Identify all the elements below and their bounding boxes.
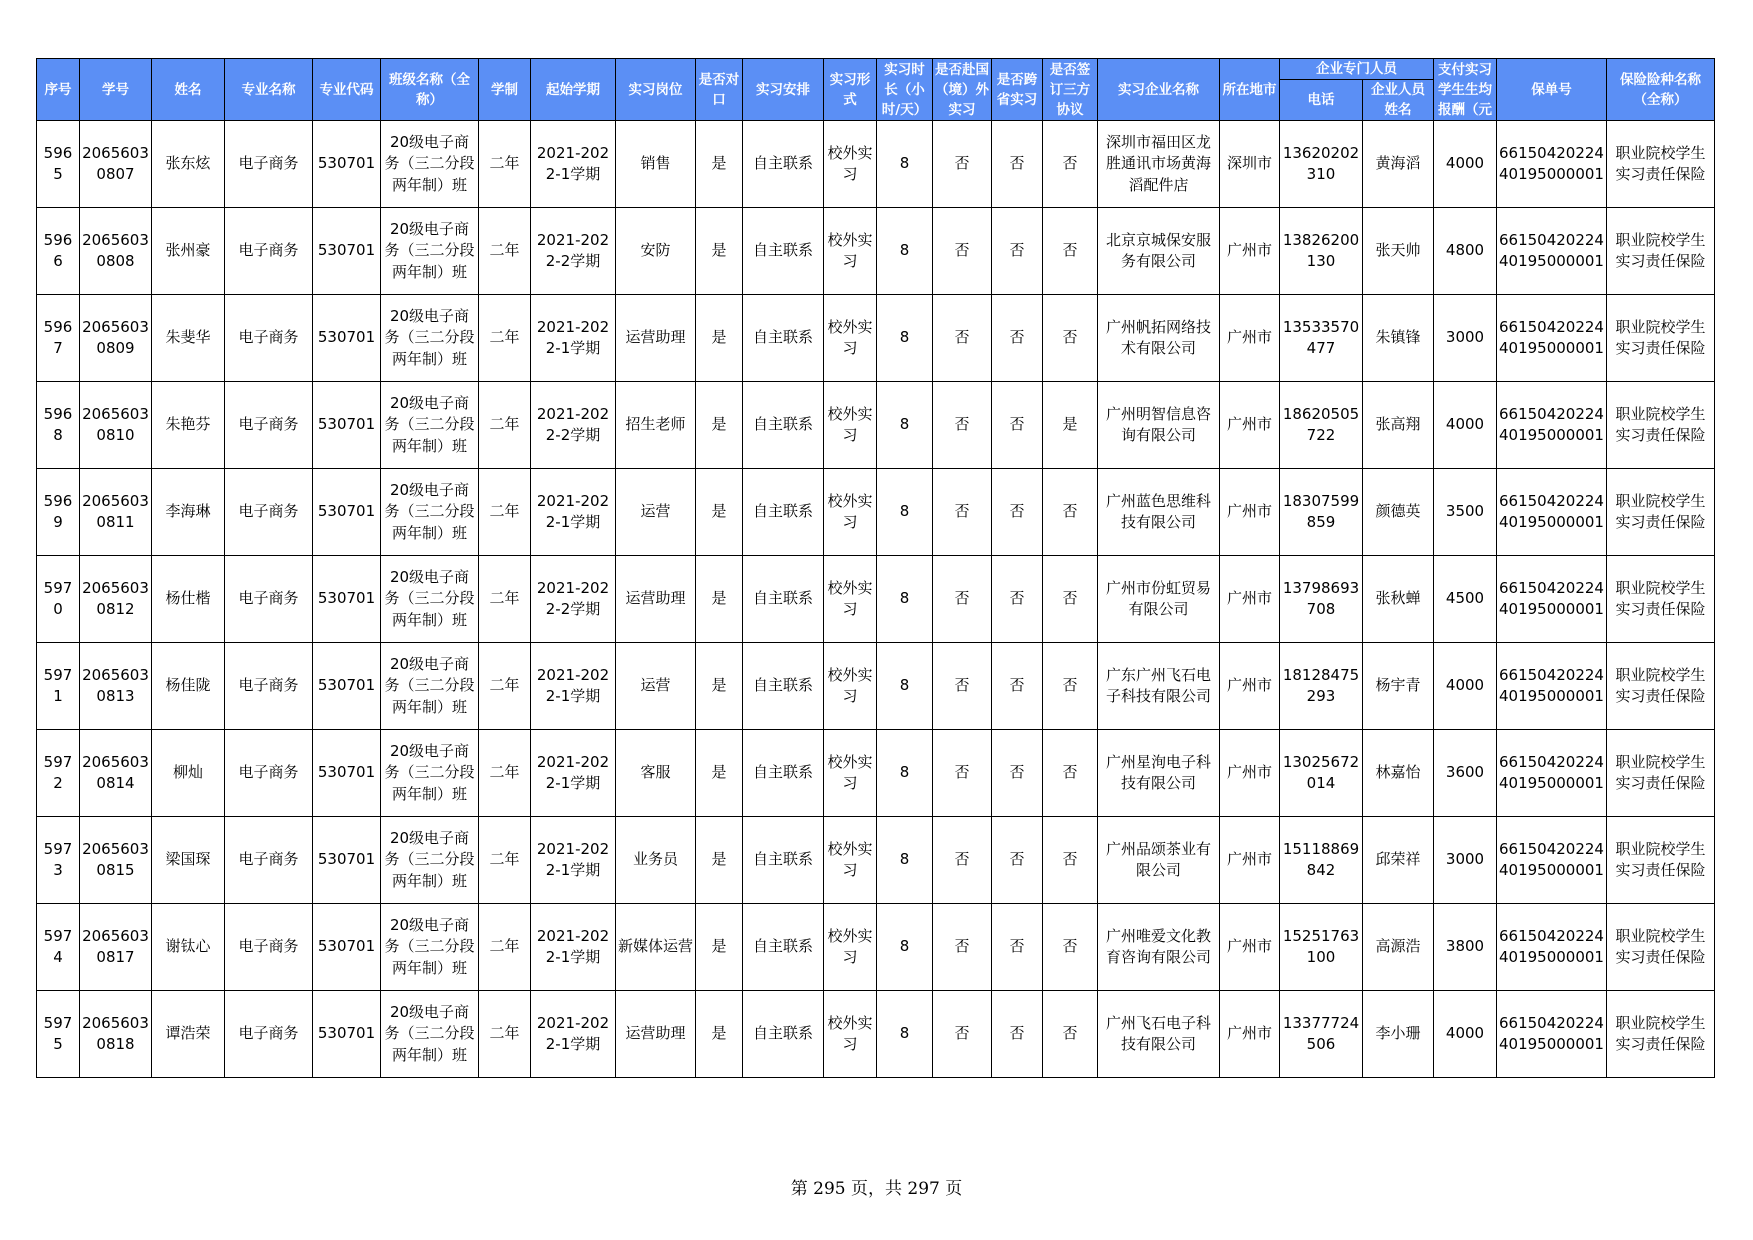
cell-major-name: 电子商务 [225,556,313,643]
cell-class-name: 20级电子商务（三二分段两年制）班 [381,382,479,469]
cell-matching: 是 [696,295,743,382]
header-major-name: 专业名称 [225,59,313,121]
cell-form: 校外实习 [824,817,877,904]
cell-major-name: 电子商务 [225,991,313,1078]
cell-seq: 5966 [37,208,80,295]
cell-schooling: 二年 [479,382,531,469]
cell-insurance: 职业院校学生实习责任保险 [1607,382,1715,469]
header-cross-province: 是否跨省实习 [992,59,1043,121]
cell-matching: 是 [696,382,743,469]
cell-matching: 是 [696,817,743,904]
cell-arrangement: 自主联系 [743,121,824,208]
cell-position: 运营助理 [616,556,696,643]
cell-staff-name: 颜德英 [1363,469,1434,556]
cell-start-term: 2021-2022-1学期 [531,904,616,991]
cell-position: 招生老师 [616,382,696,469]
cell-matching: 是 [696,556,743,643]
cell-city: 广州市 [1220,643,1280,730]
cell-name: 朱斐华 [152,295,225,382]
header-matching: 是否对口 [696,59,743,121]
cell-form: 校外实习 [824,556,877,643]
cell-arrangement: 自主联系 [743,382,824,469]
cell-abroad: 否 [933,208,992,295]
cell-position: 销售 [616,121,696,208]
cell-class-name: 20级电子商务（三二分段两年制）班 [381,208,479,295]
cell-form: 校外实习 [824,208,877,295]
cell-position: 业务员 [616,817,696,904]
cell-pay: 4000 [1434,643,1497,730]
cell-pay: 3000 [1434,295,1497,382]
cell-position: 安防 [616,208,696,295]
table-row [37,121,1715,208]
cell-major-code: 530701 [313,730,381,817]
cell-name: 杨仕楷 [152,556,225,643]
cell-city: 深圳市 [1220,121,1280,208]
cell-major-code: 530701 [313,817,381,904]
header-insurance: 保险险种名称（全称） [1607,59,1715,121]
header-policy-no: 保单号 [1497,59,1607,121]
cell-schooling: 二年 [479,121,531,208]
cell-major-name: 电子商务 [225,295,313,382]
cell-name: 谢钛心 [152,904,225,991]
cell-cross-province: 否 [992,469,1043,556]
cell-class-name: 20级电子商务（三二分段两年制）班 [381,556,479,643]
cell-company: 广州唯爱文化教育咨询有限公司 [1098,904,1220,991]
cell-form: 校外实习 [824,469,877,556]
cell-tripartite: 否 [1043,817,1098,904]
cell-hours: 8 [877,643,933,730]
cell-arrangement: 自主联系 [743,469,824,556]
cell-tripartite: 否 [1043,121,1098,208]
cell-phone: 13798693708 [1280,556,1363,643]
cell-company: 广州飞石电子科技有限公司 [1098,991,1220,1078]
header-abroad: 是否赴国（境）外实习 [933,59,992,121]
cell-pay: 3500 [1434,469,1497,556]
cell-city: 广州市 [1220,382,1280,469]
cell-policy-no: 6615042022440195000001 [1497,382,1607,469]
cell-cross-province: 否 [992,121,1043,208]
cell-policy-no: 6615042022440195000001 [1497,730,1607,817]
cell-start-term: 2021-2022-1学期 [531,991,616,1078]
header-arrangement: 实习安排 [743,59,824,121]
cell-phone: 15251763100 [1280,904,1363,991]
cell-position: 新媒体运营 [616,904,696,991]
cell-company: 广东广州飞石电子科技有限公司 [1098,643,1220,730]
cell-phone: 18620505722 [1280,382,1363,469]
cell-schooling: 二年 [479,295,531,382]
cell-start-term: 2021-2022-2学期 [531,382,616,469]
cell-matching: 是 [696,121,743,208]
header-position: 实习岗位 [616,59,696,121]
cell-position: 客服 [616,730,696,817]
cell-hours: 8 [877,817,933,904]
cell-company: 广州星洵电子科技有限公司 [1098,730,1220,817]
cell-student-id: 20656030814 [80,730,152,817]
cell-class-name: 20级电子商务（三二分段两年制）班 [381,904,479,991]
cell-schooling: 二年 [479,904,531,991]
header-phone: 电话 [1280,80,1363,121]
table-row [37,643,1715,730]
cell-company: 广州蓝色思维科技有限公司 [1098,469,1220,556]
header-staff-group: 企业专门人员 [1280,59,1434,80]
cell-start-term: 2021-2022-2学期 [531,208,616,295]
cell-tripartite: 否 [1043,730,1098,817]
header-pay: 支付实习学生生均报酬（元 [1434,59,1497,121]
cell-company: 广州明智信息咨询有限公司 [1098,382,1220,469]
cell-start-term: 2021-2022-1学期 [531,121,616,208]
cell-major-code: 530701 [313,208,381,295]
cell-student-id: 20656030815 [80,817,152,904]
cell-tripartite: 否 [1043,904,1098,991]
cell-student-id: 20656030813 [80,643,152,730]
cell-schooling: 二年 [479,991,531,1078]
table-row [37,208,1715,295]
cell-policy-no: 6615042022440195000001 [1497,817,1607,904]
cell-class-name: 20级电子商务（三二分段两年制）班 [381,469,479,556]
cell-city: 广州市 [1220,469,1280,556]
cell-hours: 8 [877,208,933,295]
cell-student-id: 20656030818 [80,991,152,1078]
table-row [37,991,1715,1078]
cell-seq: 5969 [37,469,80,556]
cell-hours: 8 [877,295,933,382]
header-class-name: 班级名称（全称） [381,59,479,121]
cell-policy-no: 6615042022440195000001 [1497,991,1607,1078]
cell-phone: 13377724506 [1280,991,1363,1078]
cell-matching: 是 [696,991,743,1078]
cell-schooling: 二年 [479,556,531,643]
cell-position: 运营 [616,469,696,556]
cell-abroad: 否 [933,121,992,208]
cell-policy-no: 6615042022440195000001 [1497,469,1607,556]
cell-seq: 5965 [37,121,80,208]
cell-insurance: 职业院校学生实习责任保险 [1607,556,1715,643]
cell-form: 校外实习 [824,730,877,817]
cell-hours: 8 [877,904,933,991]
cell-company: 北京京城保安服务有限公司 [1098,208,1220,295]
cell-insurance: 职业院校学生实习责任保险 [1607,730,1715,817]
cell-phone: 18128475293 [1280,643,1363,730]
cell-hours: 8 [877,121,933,208]
cell-student-id: 20656030812 [80,556,152,643]
cell-pay: 3600 [1434,730,1497,817]
cell-major-name: 电子商务 [225,208,313,295]
cell-seq: 5967 [37,295,80,382]
cell-major-name: 电子商务 [225,730,313,817]
cell-start-term: 2021-2022-1学期 [531,730,616,817]
cell-pay: 4000 [1434,991,1497,1078]
cell-major-code: 530701 [313,556,381,643]
table-row [37,904,1715,991]
cell-abroad: 否 [933,643,992,730]
cell-start-term: 2021-2022-1学期 [531,295,616,382]
cell-city: 广州市 [1220,730,1280,817]
cell-name: 张东炫 [152,121,225,208]
cell-insurance: 职业院校学生实习责任保险 [1607,904,1715,991]
cell-form: 校外实习 [824,121,877,208]
page-footer: 第 295 页，共 297 页 [790,1179,963,1199]
cell-form: 校外实习 [824,382,877,469]
cell-arrangement: 自主联系 [743,817,824,904]
cell-insurance: 职业院校学生实习责任保险 [1607,295,1715,382]
cell-arrangement: 自主联系 [743,208,824,295]
cell-insurance: 职业院校学生实习责任保险 [1607,208,1715,295]
cell-student-id: 20656030811 [80,469,152,556]
cell-schooling: 二年 [479,469,531,556]
cell-major-code: 530701 [313,904,381,991]
cell-abroad: 否 [933,382,992,469]
cell-policy-no: 6615042022440195000001 [1497,556,1607,643]
cell-position: 运营助理 [616,295,696,382]
cell-phone: 13620202310 [1280,121,1363,208]
cell-arrangement: 自主联系 [743,643,824,730]
cell-major-code: 530701 [313,469,381,556]
cell-abroad: 否 [933,469,992,556]
cell-policy-no: 6615042022440195000001 [1497,643,1607,730]
cell-name: 张州豪 [152,208,225,295]
cell-city: 广州市 [1220,295,1280,382]
table-row [37,730,1715,817]
table-header [37,59,1715,121]
cell-seq: 5968 [37,382,80,469]
cell-staff-name: 朱镇锋 [1363,295,1434,382]
cell-insurance: 职业院校学生实习责任保险 [1607,469,1715,556]
cell-city: 广州市 [1220,991,1280,1078]
cell-hours: 8 [877,382,933,469]
cell-arrangement: 自主联系 [743,295,824,382]
cell-hours: 8 [877,556,933,643]
cell-seq: 5970 [37,556,80,643]
cell-position: 运营助理 [616,991,696,1078]
cell-arrangement: 自主联系 [743,730,824,817]
header-seq: 序号 [37,59,80,121]
cell-start-term: 2021-2022-1学期 [531,817,616,904]
cell-schooling: 二年 [479,730,531,817]
header-company: 实习企业名称 [1098,59,1220,121]
cell-city: 广州市 [1220,556,1280,643]
cell-form: 校外实习 [824,643,877,730]
cell-start-term: 2021-2022-1学期 [531,643,616,730]
cell-start-term: 2021-2022-1学期 [531,469,616,556]
cell-phone: 18307599859 [1280,469,1363,556]
cell-form: 校外实习 [824,295,877,382]
cell-class-name: 20级电子商务（三二分段两年制）班 [381,730,479,817]
cell-staff-name: 黄海滔 [1363,121,1434,208]
cell-hours: 8 [877,730,933,817]
cell-cross-province: 否 [992,556,1043,643]
table-row [37,382,1715,469]
cell-city: 广州市 [1220,904,1280,991]
header-major-code: 专业代码 [313,59,381,121]
cell-staff-name: 张秋蝉 [1363,556,1434,643]
cell-insurance: 职业院校学生实习责任保险 [1607,817,1715,904]
cell-company: 广州市份虹贸易有限公司 [1098,556,1220,643]
cell-tripartite: 否 [1043,208,1098,295]
cell-company: 广州品颂茶业有限公司 [1098,817,1220,904]
cell-student-id: 20656030817 [80,904,152,991]
table-row [37,295,1715,382]
cell-phone: 13533570477 [1280,295,1363,382]
cell-name: 谭浩荣 [152,991,225,1078]
cell-company: 深圳市福田区龙胜通讯市场黄海滔配件店 [1098,121,1220,208]
cell-pay: 4000 [1434,121,1497,208]
cell-class-name: 20级电子商务（三二分段两年制）班 [381,817,479,904]
cell-insurance: 职业院校学生实习责任保险 [1607,643,1715,730]
cell-name: 李海琳 [152,469,225,556]
cell-insurance: 职业院校学生实习责任保险 [1607,991,1715,1078]
cell-schooling: 二年 [479,208,531,295]
cell-student-id: 20656030809 [80,295,152,382]
cell-seq: 5974 [37,904,80,991]
cell-city: 广州市 [1220,208,1280,295]
cell-city: 广州市 [1220,817,1280,904]
cell-tripartite: 否 [1043,643,1098,730]
cell-policy-no: 6615042022440195000001 [1497,208,1607,295]
cell-policy-no: 6615042022440195000001 [1497,904,1607,991]
cell-matching: 是 [696,208,743,295]
cell-arrangement: 自主联系 [743,556,824,643]
cell-policy-no: 6615042022440195000001 [1497,295,1607,382]
cell-cross-province: 否 [992,730,1043,817]
cell-abroad: 否 [933,295,992,382]
cell-cross-province: 否 [992,382,1043,469]
cell-major-code: 530701 [313,295,381,382]
cell-pay: 3800 [1434,904,1497,991]
cell-name: 朱艳芬 [152,382,225,469]
header-tripartite: 是否签订三方协议 [1043,59,1098,121]
cell-student-id: 20656030810 [80,382,152,469]
cell-policy-no: 6615042022440195000001 [1497,121,1607,208]
header-form: 实习形式 [824,59,877,121]
internship-table [36,58,1715,1078]
header-student-id: 学号 [80,59,152,121]
cell-student-id: 20656030807 [80,121,152,208]
cell-pay: 4800 [1434,208,1497,295]
cell-abroad: 否 [933,817,992,904]
cell-major-name: 电子商务 [225,817,313,904]
cell-cross-province: 否 [992,817,1043,904]
cell-class-name: 20级电子商务（三二分段两年制）班 [381,121,479,208]
cell-phone: 15118869842 [1280,817,1363,904]
cell-abroad: 否 [933,730,992,817]
cell-pay: 4000 [1434,382,1497,469]
cell-form: 校外实习 [824,991,877,1078]
cell-matching: 是 [696,904,743,991]
cell-cross-province: 否 [992,991,1043,1078]
cell-pay: 3000 [1434,817,1497,904]
cell-name: 柳灿 [152,730,225,817]
header-schooling: 学制 [479,59,531,121]
cell-start-term: 2021-2022-2学期 [531,556,616,643]
cell-hours: 8 [877,469,933,556]
cell-abroad: 否 [933,991,992,1078]
cell-major-code: 530701 [313,643,381,730]
cell-class-name: 20级电子商务（三二分段两年制）班 [381,643,479,730]
cell-tripartite: 是 [1043,382,1098,469]
header-start-term: 起始学期 [531,59,616,121]
cell-seq: 5975 [37,991,80,1078]
cell-tripartite: 否 [1043,556,1098,643]
cell-class-name: 20级电子商务（三二分段两年制）班 [381,991,479,1078]
cell-matching: 是 [696,730,743,817]
cell-pay: 4500 [1434,556,1497,643]
cell-staff-name: 张天帅 [1363,208,1434,295]
cell-cross-province: 否 [992,208,1043,295]
cell-matching: 是 [696,643,743,730]
cell-cross-province: 否 [992,295,1043,382]
cell-schooling: 二年 [479,817,531,904]
cell-name: 杨佳陇 [152,643,225,730]
cell-seq: 5973 [37,817,80,904]
cell-form: 校外实习 [824,904,877,991]
cell-major-name: 电子商务 [225,469,313,556]
cell-student-id: 20656030808 [80,208,152,295]
cell-arrangement: 自主联系 [743,991,824,1078]
cell-seq: 5972 [37,730,80,817]
cell-name: 梁国琛 [152,817,225,904]
cell-position: 运营 [616,643,696,730]
cell-major-code: 530701 [313,121,381,208]
cell-schooling: 二年 [479,643,531,730]
cell-staff-name: 林嘉怡 [1363,730,1434,817]
cell-staff-name: 杨宇青 [1363,643,1434,730]
header-hours: 实习时长（小时/天） [877,59,933,121]
cell-major-name: 电子商务 [225,643,313,730]
cell-cross-province: 否 [992,643,1043,730]
cell-staff-name: 张高翔 [1363,382,1434,469]
cell-major-name: 电子商务 [225,382,313,469]
cell-company: 广州帆拓网络技术有限公司 [1098,295,1220,382]
cell-insurance: 职业院校学生实习责任保险 [1607,121,1715,208]
header-staff-name: 企业人员姓名 [1363,80,1434,121]
cell-major-name: 电子商务 [225,121,313,208]
table-row [37,469,1715,556]
header-name: 姓名 [152,59,225,121]
cell-seq: 5971 [37,643,80,730]
cell-major-name: 电子商务 [225,904,313,991]
cell-abroad: 否 [933,556,992,643]
cell-phone: 13826200130 [1280,208,1363,295]
cell-major-code: 530701 [313,382,381,469]
table-row [37,817,1715,904]
table-body [37,121,1715,1078]
cell-tripartite: 否 [1043,295,1098,382]
cell-class-name: 20级电子商务（三二分段两年制）班 [381,295,479,382]
cell-cross-province: 否 [992,904,1043,991]
cell-staff-name: 邱荣祥 [1363,817,1434,904]
cell-staff-name: 李小珊 [1363,991,1434,1078]
table-row [37,556,1715,643]
cell-tripartite: 否 [1043,991,1098,1078]
header-city: 所在地市 [1220,59,1280,121]
cell-major-code: 530701 [313,991,381,1078]
cell-phone: 13025672014 [1280,730,1363,817]
cell-hours: 8 [877,991,933,1078]
cell-matching: 是 [696,469,743,556]
cell-tripartite: 否 [1043,469,1098,556]
cell-abroad: 否 [933,904,992,991]
cell-staff-name: 高源浩 [1363,904,1434,991]
cell-arrangement: 自主联系 [743,904,824,991]
